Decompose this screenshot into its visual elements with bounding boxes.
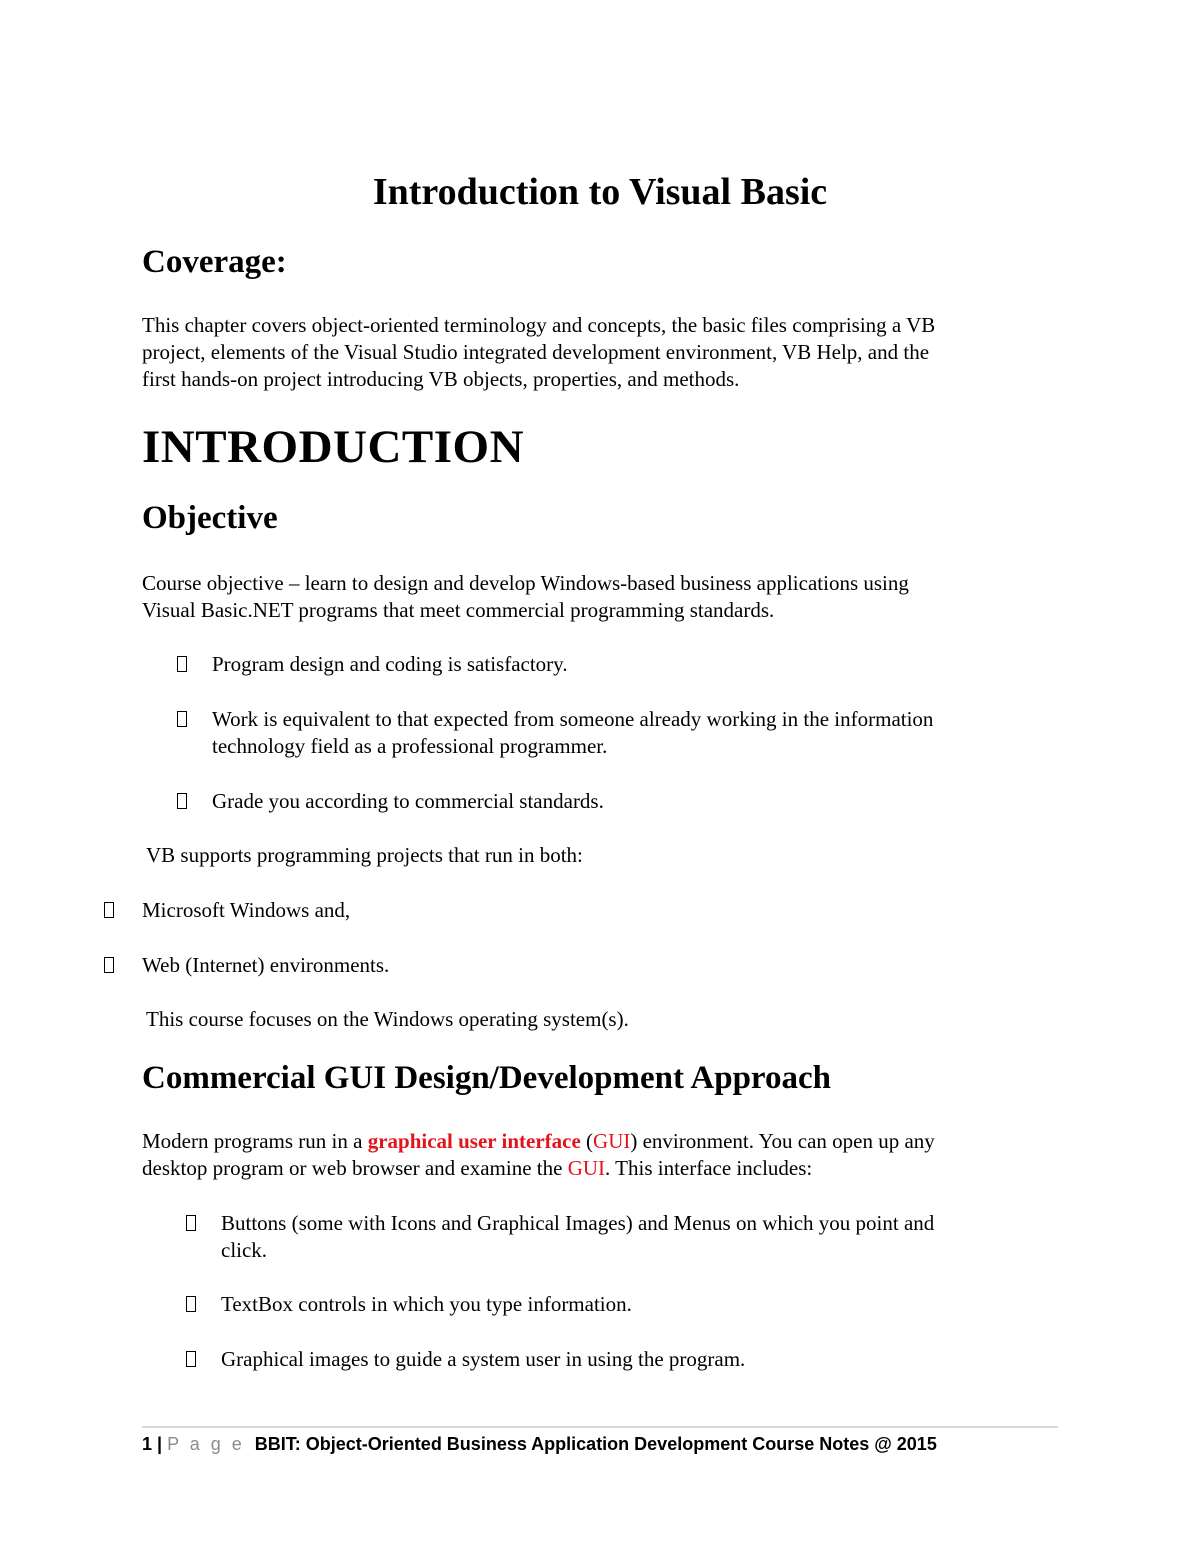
coverage-line-2: project, elements of the Visual Studio integrated development environment, VB Help, and the	[142, 340, 930, 364]
bullet-icon	[177, 656, 187, 672]
gui-bullet-3: Graphical images to guide a system user in using the program.	[221, 1347, 746, 1371]
objective-bullet-1: Program design and coding is satisfactory.	[212, 652, 568, 676]
bullet-icon	[177, 711, 187, 727]
course-title: BBIT: Object-Oriented Business Application Development Course Notes @ 2015	[254, 1434, 937, 1454]
bullet-icon	[186, 1215, 196, 1231]
objective-line-2: Visual Basic.NET programs that meet commercial programming standards.	[142, 598, 775, 622]
gui-line-1-text-c: ) environment. You can open up any	[630, 1129, 935, 1153]
bullet-icon	[186, 1351, 196, 1367]
document-title: Introduction to Visual Basic	[372, 171, 828, 213]
objective-heading: Objective	[142, 500, 278, 536]
gui-term-highlight: graphical user interface	[367, 1129, 581, 1153]
platform-item-1: Microsoft Windows and,	[142, 898, 351, 922]
gui-abbr-highlight: GUI	[567, 1156, 606, 1180]
gui-line-2	[142, 1155, 812, 1182]
footer-divider	[142, 1426, 1058, 1428]
objective-bullet-2: Work is equivalent to that expected from someone already working in the information	[212, 707, 934, 731]
focus-statement: This course focuses on the Windows operating system(s).	[146, 1007, 629, 1031]
gui-bullet-1-cont: click.	[221, 1238, 268, 1262]
gui-line-1-text-a: Modern programs run in a	[142, 1129, 368, 1153]
introduction-heading: INTRODUCTION	[142, 421, 525, 473]
objective-line-1: Course objective – learn to design and develop Windows-based business applications using	[142, 571, 909, 595]
bullet-icon	[186, 1296, 196, 1312]
supports-intro: VB supports programming projects that run in both:	[146, 843, 583, 867]
page-number: 1	[142, 1434, 153, 1454]
footer-separator: |	[152, 1434, 168, 1454]
page-word: P a g e	[167, 1434, 245, 1454]
coverage-line-1: This chapter covers object-oriented terminology and concepts, the basic files comprising a VB	[142, 313, 936, 337]
gui-line-1-text-b: (	[580, 1129, 594, 1153]
gui-bullet-1: Buttons (some with Icons and Graphical Images) and Menus on which you point and	[221, 1211, 935, 1235]
objective-bullet-2-cont: technology field as a professional programmer.	[212, 734, 608, 758]
gui-heading: Commercial GUI Design/Development Approach	[142, 1060, 831, 1096]
objective-bullet-3: Grade you according to commercial standards.	[212, 789, 604, 813]
bullet-icon	[104, 957, 114, 973]
platform-item-2: Web (Internet) environments.	[142, 953, 390, 977]
gui-bullet-2: TextBox controls in which you type information.	[221, 1292, 632, 1316]
gui-line-2-text-b: . This interface includes:	[605, 1156, 813, 1180]
coverage-heading: Coverage:	[142, 244, 287, 280]
bullet-icon	[104, 902, 114, 918]
gui-line-2-text-a: desktop program or web browser and examine the	[142, 1156, 568, 1180]
gui-abbr-highlight: GUI	[593, 1129, 631, 1153]
coverage-line-3: first hands-on project introducing VB objects, properties, and methods.	[142, 367, 740, 391]
bullet-icon	[177, 793, 187, 809]
gui-line-1	[142, 1128, 935, 1155]
page-footer	[142, 1434, 937, 1455]
